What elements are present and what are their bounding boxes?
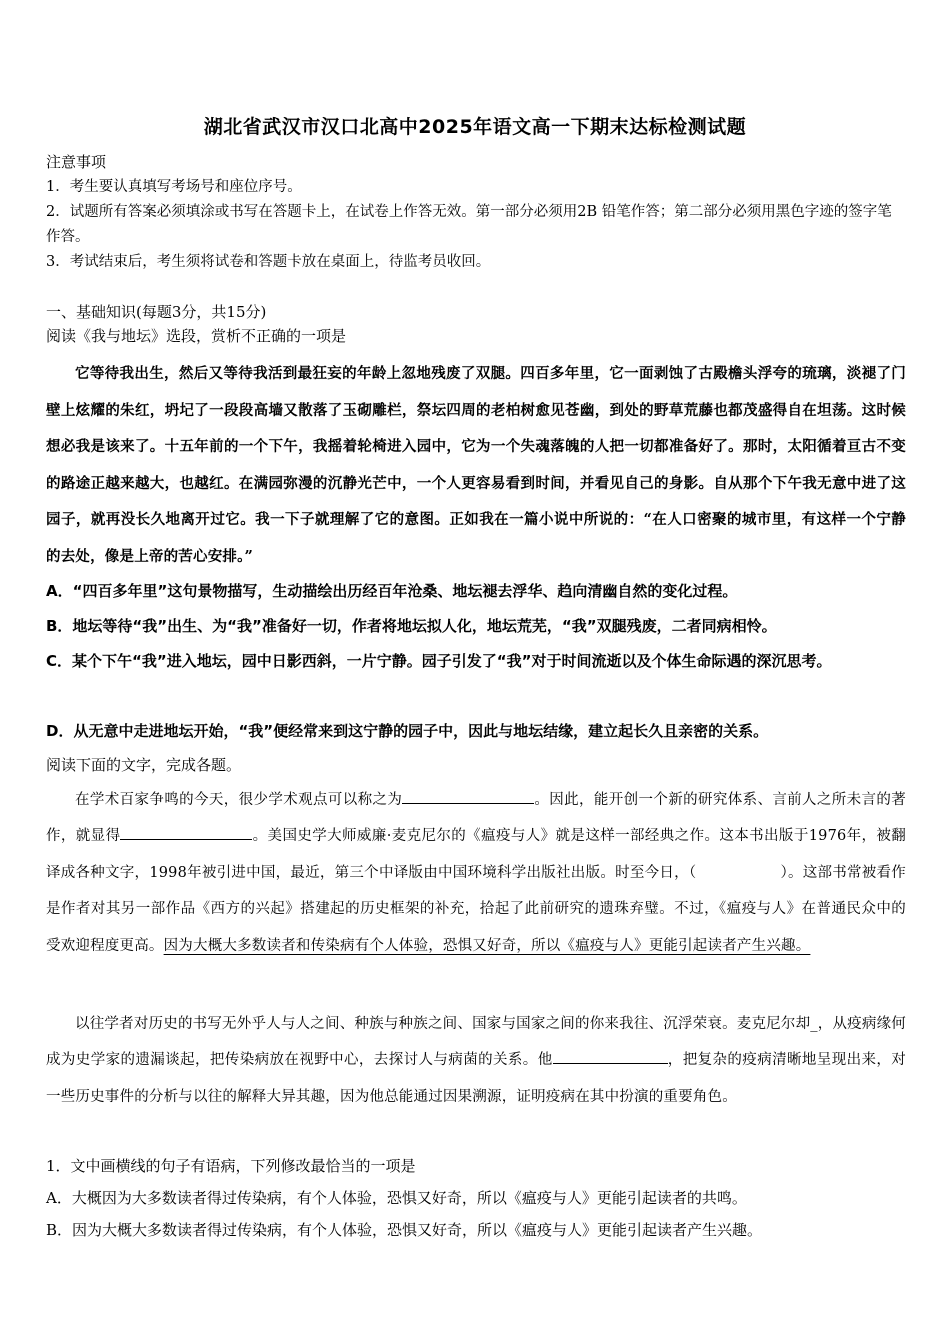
notice-item-2: 2．试题所有答案必须填涂或书写在答题卡上，在试卷上作答无效。第一部分必须用2B 铅笔作答；第二部分必须用黑色字迹的签字笔作答。	[46, 204, 892, 245]
passage-text: 。美国史学大师威廉·麦克尼尔的《瘟疫与人》就是这样一部经典之作。这本书出版于1976年，被翻译成各种文字，1998年被引进中国，最近，第三个中译版由中国环境科学出版社出版。时至今日，（	[46, 828, 906, 881]
passage-wo-yu-ditan: 它等待我出生，然后又等待我活到最狂妄的年龄上忽地残废了双腿。四百多年里，它一面剥蚀了古殿檐头浮夸的琉璃，淡褪了门壁上炫耀的朱红，坍圮了一段段高墙又散落了玉砌雕栏，祭坛四周的老柏树愈见苍幽，到处的野草荒藤也都茂盛得自在坦荡。这时候想必我是该来了。十五年前的一个下午，我摇着轮椅进入园中，它为一个失魂落魄的人把一切都准备好了。那时，太阳循着亘古不变的路途正越来越大，也越红。在满园弥漫的沉静光芒中，一个人更容易看到时间，并看见自己的身影。自从那个下午我无意中进了这园子，就再没长久地离开过它。我一下子就理解了它的意图。正如我在一篇小说中所说的：“在人口密聚的城市里，有这样一个宁静的去处，像是上帝的苦心安排。”	[46, 365, 906, 565]
fill-blank-1	[402, 789, 534, 804]
section-heading: 一、基础知识(每题3分，共15分)	[46, 303, 267, 321]
reading-intro: 阅读下面的文字，完成各题。	[46, 756, 242, 774]
question-1: 1．文中画横线的句子有语病，下列修改最恰当的一项是	[46, 1157, 416, 1175]
option-b: B．地坛等待“我”出生、为“我”准备好一切，作者将地坛拟人化，地坛荒芜，“我”双腿残废，二者同病相怜。	[46, 617, 777, 635]
notice-heading: 注意事项	[46, 153, 107, 171]
option-a: A．“四百多年里”这句景物描写，生动描绘出历经百年沧桑、地坛褪去浮华、趋向清幽自然的变化过程。	[46, 582, 738, 600]
passage-text: ，把复杂的疫病清晰地呈现出来，对一些历史事件的分析与以往的解释大异其趣，因为他总能通过因果溯源，证明疫病在其中扮演的重要角色。	[46, 1052, 907, 1105]
notice-item-3: 3．考试结束后，考生须将试卷和答题卡放在桌面上，待监考员收回。	[46, 254, 491, 270]
passage-text: 在学术百家争鸣的今天，很少学术观点可以称之为	[75, 792, 403, 808]
passage-plague-paragraph-2	[46, 1006, 906, 1115]
question-1-option-a: A．大概因为大多数读者得过传染病，有个人体验，恐惧又好奇，所以《瘟疫与人》更能引起读者的共鸣。	[46, 1189, 747, 1207]
notice-item-1: 1．考生要认真填写考场号和座位序号。	[46, 179, 302, 195]
question-1-option-b: B．因为大概大多数读者得过传染病，有个人体验，恐惧又好奇，所以《瘟疫与人》更能引起读者产生兴趣。	[46, 1221, 763, 1239]
fill-blank-2	[120, 825, 252, 840]
page-title: 湖北省武汉市汉口北高中2025年语文高一下期末达标检测试题	[203, 116, 747, 138]
passage-plague-paragraph-1	[46, 782, 906, 964]
option-d: D．从无意中走进地坛开始，“我”便经常来到这宁静的园子中，因此与地坛结缘，建立起长久且亲密的关系。	[46, 722, 769, 740]
passage-text: ）。这部书常被看作是作者对其另一部作品《西方的兴起》搭建起的历史框架的补充，拾起了此前研究的遗珠弃璧。不过，《瘟疫与人》在普通民众中的受欢迎程度更高。	[46, 864, 906, 954]
question-intro: 阅读《我与地坛》选段，赏析不正确的一项是	[46, 327, 347, 345]
passage-text: 以往学者对历史的书写无外乎人与人之间、种族与种族之间、国家与国家之间的你来我往、沉浮荣衰。麦克尼尔却_，从疫病缘何成为史学家的遗漏谈起，把传染病放在视野中心，去探讨人与病菌的关系。他	[46, 1016, 906, 1069]
fill-blank-3	[553, 1049, 668, 1064]
option-c: C．某个下午“我”进入地坛，园中日影西斜，一片宁静。园子引发了“我”对于时间流逝以及个体生命际遇的深沉思考。	[46, 652, 832, 670]
passage-text: 。因此，能开创一个新的研究体系、言前人之所未言的著作，就显得	[46, 792, 906, 845]
underlined-sentence: 因为大概大多数读者和传染病有个人体验，恐惧又好奇，所以《瘟疫与人》更能引起读者产生兴趣。	[163, 937, 811, 954]
